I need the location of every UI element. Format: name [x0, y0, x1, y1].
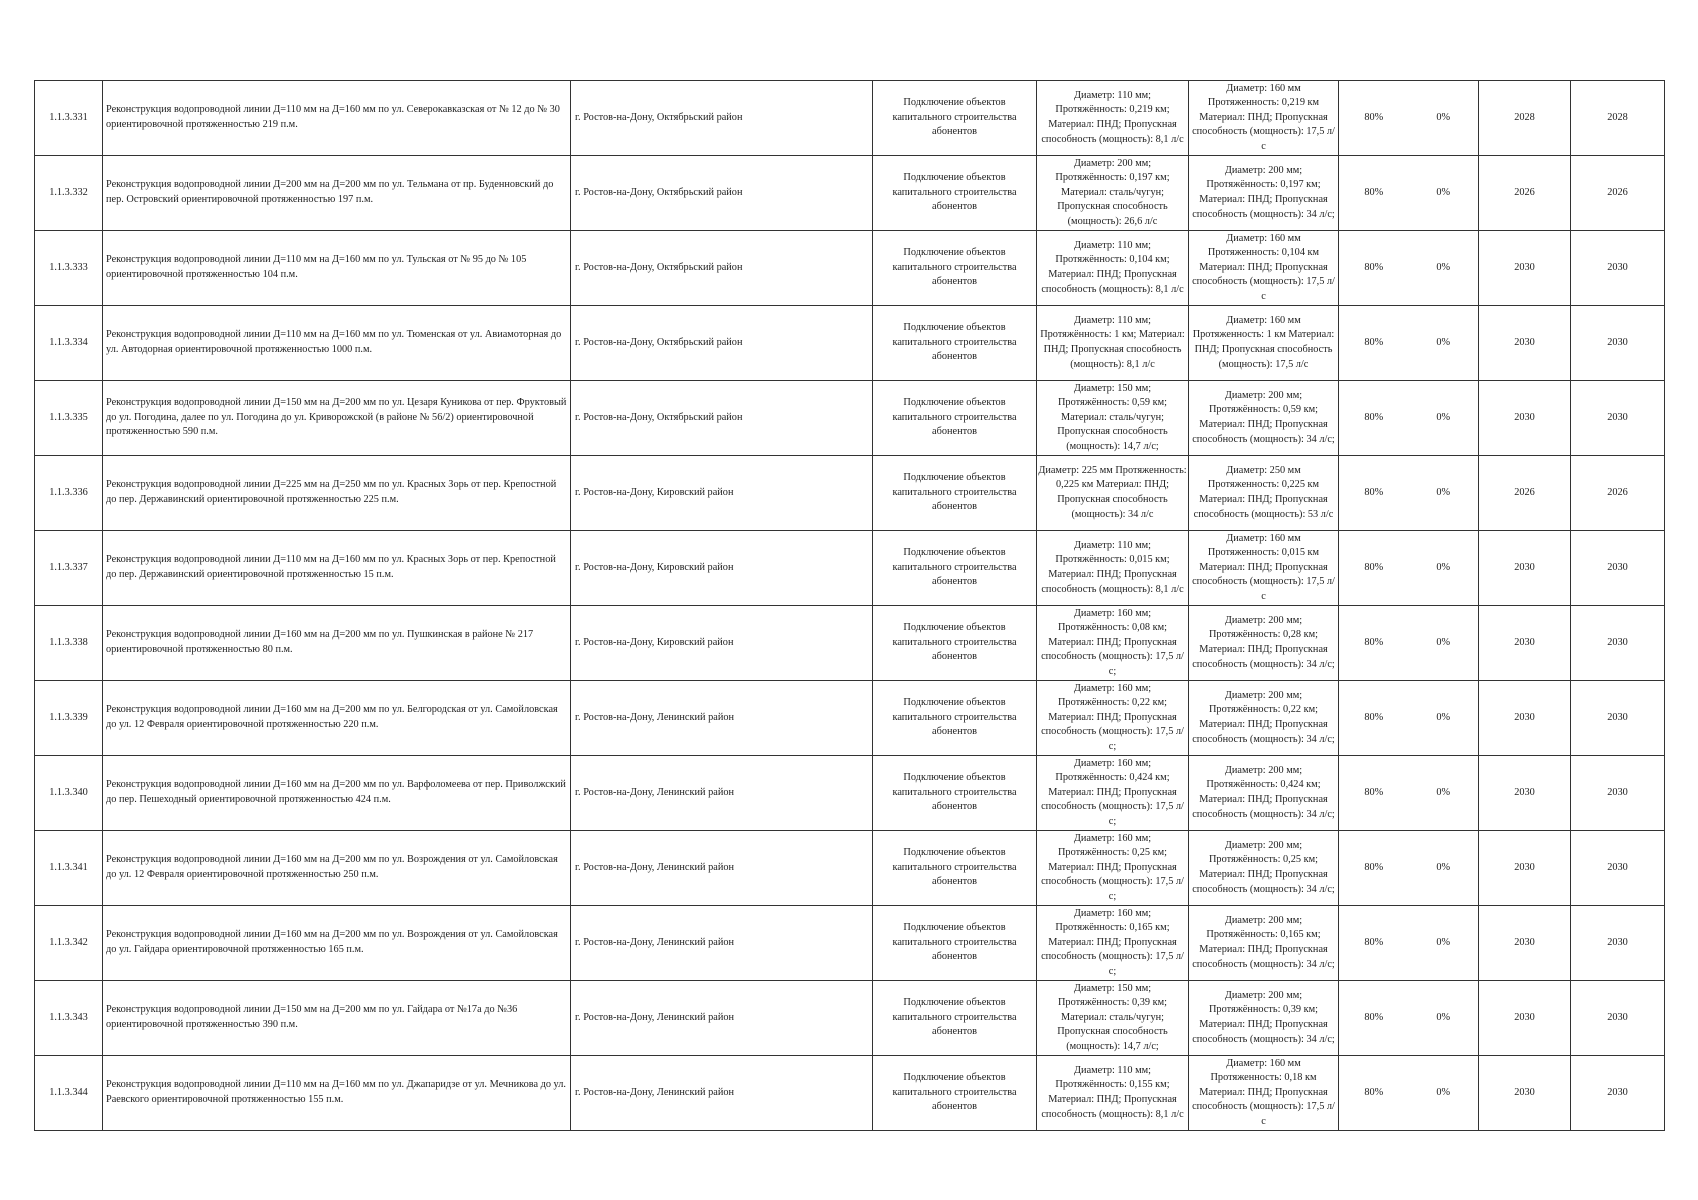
year-start-cell: 2030	[1479, 231, 1571, 306]
description-cell: Реконструкция водопроводной линии Д=150 мм на Д=200 мм по ул. Гайдара от №17а до №36 ориентировочной протяженностью 390 п.м.	[103, 981, 571, 1056]
spec-before-cell: Диаметр: 150 мм; Протяжённость: 0,59 км; Материал: сталь/чугун; Пропускная способность (мощность): 14,7 л/с;	[1037, 381, 1189, 456]
location-cell: г. Ростов-на-Дону, Ленинский район	[571, 1056, 873, 1131]
location-cell: г. Ростов-на-Дону, Кировский район	[571, 531, 873, 606]
location-cell: г. Ростов-на-Дону, Ленинский район	[571, 831, 873, 906]
percent-cell: 80%	[1339, 981, 1409, 1056]
year-start-cell: 2030	[1479, 981, 1571, 1056]
spec-before-cell: Диаметр: 110 мм; Протяжённость: 0,104 км; Материал: ПНД; Пропускная способность (мощность): 8,1 л/с	[1037, 231, 1189, 306]
percent-cell: 80%	[1339, 306, 1409, 381]
percent-cell: 0%	[1409, 156, 1479, 231]
year-end-cell: 2030	[1571, 831, 1665, 906]
description-cell: Реконструкция водопроводной линии Д=110 мм на Д=160 мм по ул. Тульская от № 95 до № 105 ориентировочной протяженностью 104 п.м.	[103, 231, 571, 306]
row-number-cell: 1.1.3.335	[35, 381, 103, 456]
percent-cell: 0%	[1409, 1056, 1479, 1131]
percent-cell: 80%	[1339, 606, 1409, 681]
description-cell: Реконструкция водопроводной линии Д=110 мм на Д=160 мм по ул. Джапаридзе от ул. Мечникова до ул. Раевского ориентировочной протяженностью 155 п.м.	[103, 1056, 571, 1131]
table-row	[35, 456, 1665, 531]
percent-cell: 80%	[1339, 906, 1409, 981]
percent-cell: 80%	[1339, 1056, 1409, 1131]
spec-after-cell: Диаметр: 160 мм Протяженность: 0,18 км Материал: ПНД; Пропускная способность (мощность): 17,5 л/с	[1189, 1056, 1339, 1131]
year-end-cell: 2026	[1571, 456, 1665, 531]
row-number-cell: 1.1.3.342	[35, 906, 103, 981]
purpose-cell: Подключение объектов капитального строительства абонентов	[873, 306, 1037, 381]
purpose-cell: Подключение объектов капитального строительства абонентов	[873, 456, 1037, 531]
year-end-cell: 2030	[1571, 606, 1665, 681]
year-end-cell: 2030	[1571, 531, 1665, 606]
row-number-cell: 1.1.3.334	[35, 306, 103, 381]
table-row	[35, 1056, 1665, 1131]
row-number-cell: 1.1.3.332	[35, 156, 103, 231]
year-start-cell: 2030	[1479, 756, 1571, 831]
spec-after-cell: Диаметр: 250 мм Протяженность: 0,225 км Материал: ПНД; Пропускная способность (мощность): 53 л/с	[1189, 456, 1339, 531]
percent-cell: 0%	[1409, 606, 1479, 681]
spec-before-cell: Диаметр: 160 мм; Протяжённость: 0,22 км; Материал: ПНД; Пропускная способность (мощность): 17,5 л/с;	[1037, 681, 1189, 756]
purpose-cell: Подключение объектов капитального строительства абонентов	[873, 231, 1037, 306]
location-cell: г. Ростов-на-Дону, Ленинский район	[571, 681, 873, 756]
spec-after-cell: Диаметр: 160 мм Протяженность: 0,015 км Материал: ПНД; Пропускная способность (мощность): 17,5 л/с	[1189, 531, 1339, 606]
description-cell: Реконструкция водопроводной линии Д=160 мм на Д=200 мм по ул. Пушкинская в районе № 217 ориентировочной протяженностью 80 п.м.	[103, 606, 571, 681]
percent-cell: 0%	[1409, 231, 1479, 306]
table-row	[35, 981, 1665, 1056]
row-number-cell: 1.1.3.344	[35, 1056, 103, 1131]
percent-cell: 80%	[1339, 231, 1409, 306]
table-row	[35, 906, 1665, 981]
spec-before-cell: Диаметр: 160 мм; Протяжённость: 0,08 км; Материал: ПНД; Пропускная способность (мощность): 17,5 л/с;	[1037, 606, 1189, 681]
percent-cell: 80%	[1339, 756, 1409, 831]
spec-after-cell: Диаметр: 160 мм Протяженность: 0,104 км Материал: ПНД; Пропускная способность (мощность): 17,5 л/с	[1189, 231, 1339, 306]
year-end-cell: 2030	[1571, 306, 1665, 381]
row-number-cell: 1.1.3.331	[35, 81, 103, 156]
spec-before-cell: Диаметр: 110 мм; Протяжённость: 1 км; Материал: ПНД; Пропускная способность (мощность): 8,1 л/с	[1037, 306, 1189, 381]
location-cell: г. Ростов-на-Дону, Ленинский район	[571, 756, 873, 831]
year-start-cell: 2030	[1479, 906, 1571, 981]
year-end-cell: 2030	[1571, 381, 1665, 456]
spec-after-cell: Диаметр: 160 мм Протяженность: 0,219 км Материал: ПНД; Пропускная способность (мощность): 17,5 л/с	[1189, 81, 1339, 156]
year-end-cell: 2030	[1571, 981, 1665, 1056]
spec-before-cell: Диаметр: 150 мм; Протяжённость: 0,39 км; Материал: сталь/чугун; Пропускная способность (мощность): 14,7 л/с;	[1037, 981, 1189, 1056]
table-row	[35, 756, 1665, 831]
purpose-cell: Подключение объектов капитального строительства абонентов	[873, 756, 1037, 831]
spec-before-cell: Диаметр: 160 мм; Протяжённость: 0,165 км; Материал: ПНД; Пропускная способность (мощность): 17,5 л/с;	[1037, 906, 1189, 981]
description-cell: Реконструкция водопроводной линии Д=150 мм на Д=200 мм по ул. Цезаря Куникова от пер. Фруктовый до ул. Погодина, далее по ул. Погодина до ул. Криворожской (в районе № 56/2) ориентировочной протяженностью 590 п.м.	[103, 381, 571, 456]
percent-cell: 80%	[1339, 831, 1409, 906]
year-start-cell: 2030	[1479, 531, 1571, 606]
percent-cell: 80%	[1339, 531, 1409, 606]
percent-cell: 80%	[1339, 156, 1409, 231]
percent-cell: 0%	[1409, 81, 1479, 156]
percent-cell: 80%	[1339, 681, 1409, 756]
year-end-cell: 2030	[1571, 681, 1665, 756]
spec-after-cell: Диаметр: 200 мм; Протяжённость: 0,424 км; Материал: ПНД; Пропускная способность (мощность): 34 л/с;	[1189, 756, 1339, 831]
purpose-cell: Подключение объектов капитального строительства абонентов	[873, 681, 1037, 756]
spec-before-cell: Диаметр: 200 мм; Протяжённость: 0,197 км; Материал: сталь/чугун; Пропускная способность (мощность): 26,6 л/с	[1037, 156, 1189, 231]
row-number-cell: 1.1.3.333	[35, 231, 103, 306]
row-number-cell: 1.1.3.337	[35, 531, 103, 606]
table-row	[35, 681, 1665, 756]
row-number-cell: 1.1.3.341	[35, 831, 103, 906]
spec-before-cell: Диаметр: 110 мм; Протяжённость: 0,155 км; Материал: ПНД; Пропускная способность (мощность): 8,1 л/с	[1037, 1056, 1189, 1131]
year-end-cell: 2030	[1571, 1056, 1665, 1131]
row-number-cell: 1.1.3.339	[35, 681, 103, 756]
location-cell: г. Ростов-на-Дону, Ленинский район	[571, 906, 873, 981]
table-body	[35, 81, 1665, 1131]
table-row	[35, 831, 1665, 906]
percent-cell: 80%	[1339, 381, 1409, 456]
percent-cell: 0%	[1409, 381, 1479, 456]
year-end-cell: 2030	[1571, 906, 1665, 981]
percent-cell: 0%	[1409, 306, 1479, 381]
spec-after-cell: Диаметр: 200 мм; Протяжённость: 0,197 км; Материал: ПНД; Пропускная способность (мощность): 34 л/с;	[1189, 156, 1339, 231]
description-cell: Реконструкция водопроводной линии Д=160 мм на Д=200 мм по ул. Возрождения от ул. Самойловская до ул. Гайдара ориентировочной протяженностью 165 п.м.	[103, 906, 571, 981]
description-cell: Реконструкция водопроводной линии Д=200 мм на Д=200 мм по ул. Тельмана от пр. Буденновский до пер. Островский ориентировочной протяженностью 197 п.м.	[103, 156, 571, 231]
year-end-cell: 2028	[1571, 81, 1665, 156]
spec-after-cell: Диаметр: 200 мм; Протяжённость: 0,22 км; Материал: ПНД; Пропускная способность (мощность): 34 л/с;	[1189, 681, 1339, 756]
year-start-cell: 2030	[1479, 606, 1571, 681]
purpose-cell: Подключение объектов капитального строительства абонентов	[873, 156, 1037, 231]
year-end-cell: 2030	[1571, 231, 1665, 306]
purpose-cell: Подключение объектов капитального строительства абонентов	[873, 81, 1037, 156]
percent-cell: 0%	[1409, 681, 1479, 756]
spec-after-cell: Диаметр: 200 мм; Протяжённость: 0,59 км; Материал: ПНД; Пропускная способность (мощность): 34 л/с;	[1189, 381, 1339, 456]
percent-cell: 0%	[1409, 981, 1479, 1056]
description-cell: Реконструкция водопроводной линии Д=160 мм на Д=200 мм по ул. Варфоломеева от пер. Приволжский до пер. Пешеходный ориентировочной протяженностью 424 п.м.	[103, 756, 571, 831]
spec-after-cell: Диаметр: 200 мм; Протяжённость: 0,165 км; Материал: ПНД; Пропускная способность (мощность): 34 л/с;	[1189, 906, 1339, 981]
row-number-cell: 1.1.3.343	[35, 981, 103, 1056]
location-cell: г. Ростов-на-Дону, Кировский район	[571, 606, 873, 681]
description-cell: Реконструкция водопроводной линии Д=160 мм на Д=200 мм по ул. Возрождения от ул. Самойловская до ул. 12 Февраля ориентировочной протяженностью 250 п.м.	[103, 831, 571, 906]
row-number-cell: 1.1.3.338	[35, 606, 103, 681]
percent-cell: 0%	[1409, 756, 1479, 831]
table-row	[35, 531, 1665, 606]
year-start-cell: 2030	[1479, 381, 1571, 456]
table-row	[35, 381, 1665, 456]
percent-cell: 0%	[1409, 531, 1479, 606]
purpose-cell: Подключение объектов капитального строительства абонентов	[873, 381, 1037, 456]
purpose-cell: Подключение объектов капитального строительства абонентов	[873, 906, 1037, 981]
purpose-cell: Подключение объектов капитального строительства абонентов	[873, 531, 1037, 606]
purpose-cell: Подключение объектов капитального строительства абонентов	[873, 1056, 1037, 1131]
table-row	[35, 156, 1665, 231]
year-start-cell: 2030	[1479, 1056, 1571, 1131]
description-cell: Реконструкция водопроводной линии Д=110 мм на Д=160 мм по ул. Тюменская от ул. Авиамоторная до ул. Автодорная ориентировочной протяженностью 1000 п.м.	[103, 306, 571, 381]
table-row	[35, 81, 1665, 156]
spec-after-cell: Диаметр: 200 мм; Протяжённость: 0,28 км; Материал: ПНД; Пропускная способность (мощность): 34 л/с;	[1189, 606, 1339, 681]
percent-cell: 0%	[1409, 456, 1479, 531]
percent-cell: 80%	[1339, 81, 1409, 156]
year-end-cell: 2030	[1571, 756, 1665, 831]
spec-before-cell: Диаметр: 225 мм Протяженность: 0,225 км Материал: ПНД; Пропускная способность (мощность): 34 л/с	[1037, 456, 1189, 531]
row-number-cell: 1.1.3.340	[35, 756, 103, 831]
percent-cell: 80%	[1339, 456, 1409, 531]
spec-after-cell: Диаметр: 200 мм; Протяжённость: 0,25 км; Материал: ПНД; Пропускная способность (мощность): 34 л/с;	[1189, 831, 1339, 906]
year-start-cell: 2026	[1479, 156, 1571, 231]
year-end-cell: 2026	[1571, 156, 1665, 231]
year-start-cell: 2026	[1479, 456, 1571, 531]
percent-cell: 0%	[1409, 906, 1479, 981]
location-cell: г. Ростов-на-Дону, Октябрьский район	[571, 381, 873, 456]
description-cell: Реконструкция водопроводной линии Д=110 мм на Д=160 мм по ул. Северокавказская от № 12 до № 30 ориентировочной протяженностью 219 п.м.	[103, 81, 571, 156]
year-start-cell: 2028	[1479, 81, 1571, 156]
year-start-cell: 2030	[1479, 831, 1571, 906]
description-cell: Реконструкция водопроводной линии Д=160 мм на Д=200 мм по ул. Белгородская от ул. Самойловская до ул. 12 Февраля ориентировочной протяженностью 220 п.м.	[103, 681, 571, 756]
location-cell: г. Ростов-на-Дону, Октябрьский район	[571, 81, 873, 156]
spec-before-cell: Диаметр: 110 мм; Протяжённость: 0,219 км; Материал: ПНД; Пропускная способность (мощность): 8,1 л/с	[1037, 81, 1189, 156]
location-cell: г. Ростов-на-Дону, Октябрьский район	[571, 231, 873, 306]
table-row	[35, 606, 1665, 681]
description-cell: Реконструкция водопроводной линии Д=225 мм на Д=250 мм по ул. Красных Зорь от пер. Крепостной до пер. Державинский ориентировочной протяженностью 225 п.м.	[103, 456, 571, 531]
description-cell: Реконструкция водопроводной линии Д=110 мм на Д=160 мм по ул. Красных Зорь от пер. Крепостной до пер. Державинский ориентировочной протяженностью 15 п.м.	[103, 531, 571, 606]
location-cell: г. Ростов-на-Дону, Ленинский район	[571, 981, 873, 1056]
year-start-cell: 2030	[1479, 306, 1571, 381]
spec-before-cell: Диаметр: 160 мм; Протяжённость: 0,424 км; Материал: ПНД; Пропускная способность (мощность): 17,5 л/с;	[1037, 756, 1189, 831]
spec-before-cell: Диаметр: 160 мм; Протяжённость: 0,25 км; Материал: ПНД; Пропускная способность (мощность): 17,5 л/с;	[1037, 831, 1189, 906]
percent-cell: 0%	[1409, 831, 1479, 906]
location-cell: г. Ростов-на-Дону, Октябрьский район	[571, 156, 873, 231]
table-row	[35, 231, 1665, 306]
purpose-cell: Подключение объектов капитального строительства абонентов	[873, 606, 1037, 681]
reconstruction-table	[34, 80, 1665, 1131]
spec-before-cell: Диаметр: 110 мм; Протяжённость: 0,015 км; Материал: ПНД; Пропускная способность (мощность): 8,1 л/с	[1037, 531, 1189, 606]
location-cell: г. Ростов-на-Дону, Кировский район	[571, 456, 873, 531]
table-row	[35, 306, 1665, 381]
document-page	[34, 80, 1664, 1131]
purpose-cell: Подключение объектов капитального строительства абонентов	[873, 981, 1037, 1056]
year-start-cell: 2030	[1479, 681, 1571, 756]
location-cell: г. Ростов-на-Дону, Октябрьский район	[571, 306, 873, 381]
purpose-cell: Подключение объектов капитального строительства абонентов	[873, 831, 1037, 906]
spec-after-cell: Диаметр: 160 мм Протяженность: 1 км Материал: ПНД; Пропускная способность (мощность): 17,5 л/с	[1189, 306, 1339, 381]
spec-after-cell: Диаметр: 200 мм; Протяжённость: 0,39 км; Материал: ПНД; Пропускная способность (мощность): 34 л/с;	[1189, 981, 1339, 1056]
row-number-cell: 1.1.3.336	[35, 456, 103, 531]
